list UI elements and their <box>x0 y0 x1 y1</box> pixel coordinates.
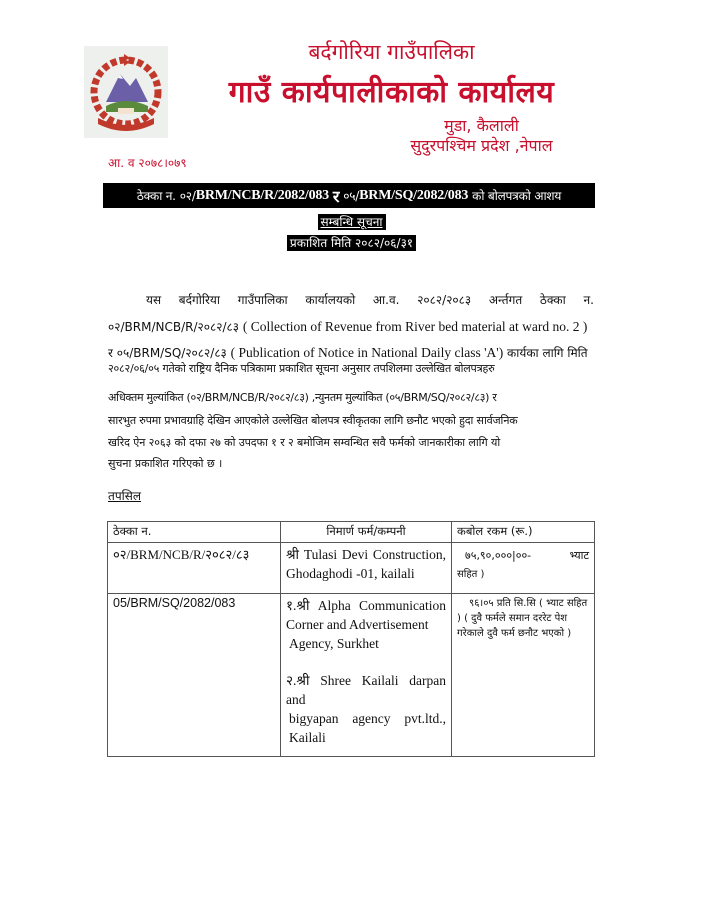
body-line-2 <box>108 318 594 335</box>
bid-amount: ९६।०५ प्रति सि.सि ( भ्याट सहित ) ( दुवै फर्मले समान दररेट पेश गरेकाले दुवै फर्म छनौट भएको ) <box>457 598 588 639</box>
firm-cell <box>281 594 452 757</box>
office-location: मुडा, कैलाली <box>444 116 519 135</box>
firm-cell <box>281 543 452 594</box>
amount-vat-suffix: सहित ) <box>457 569 485 580</box>
word: अर्न्तगत <box>488 293 523 307</box>
word: यस <box>146 293 162 307</box>
table-row <box>108 543 595 594</box>
municipality-name: बर्दगोरिया गाउँपालिका <box>308 40 475 64</box>
word: २०८२/२०८३ <box>417 293 472 307</box>
body-line-5: अधिक्तम मुल्यांकित (०२/BRM/NCB/R/२०८२/८३) ,न्युनतम मुल्यांकित (०५/BRM/SQ/२०८२/८३) र <box>108 391 497 404</box>
word: गाउँपालिका <box>237 293 288 307</box>
contract-no-cell <box>108 594 281 757</box>
firm-name-2: २.श्री Shree Kailali darpan and <box>286 673 446 707</box>
heading-prefix: ठेक्का न. <box>136 189 176 203</box>
table-header-row <box>108 522 595 543</box>
contract-desc-2: ( Publication of Notice in National Daily class 'A') <box>230 345 504 360</box>
header-firm: निमार्ण फर्म/कम्पनी <box>281 522 452 543</box>
bid-amount: ७५,९०,०००|००- <box>465 549 532 562</box>
contract-no: ०२/BRM/NCB/R/२०८२/८३ <box>113 547 250 562</box>
amount-cell <box>452 594 595 757</box>
body-line-3 <box>108 344 594 361</box>
word: कार्यालयको <box>305 293 356 307</box>
contract-no: 05/BRM/SQ/2082/083 <box>113 596 236 610</box>
schedule-table <box>107 521 595 757</box>
firm-name-2-location: bigyapan agency pvt.ltd., Kailali <box>289 711 446 745</box>
contract-desc-1: ( Collection of Revenue from River bed material at ward no. 2 ) <box>242 319 588 334</box>
body-line-7: खरिद ऐन २०६३ को दफा २७ को उपदफा १ र २ बमोजिम सम्वन्धित सवै फर्मको जानकारीका लागि यो <box>108 436 501 449</box>
contract-ref-1: ०२/BRM/NCB/R/२०८२/८३ <box>108 320 239 334</box>
header-bid-amount: कबोल रकम (रू.) <box>452 522 595 543</box>
fiscal-year: आ. व २०७८।०७९ <box>108 156 187 170</box>
amount-cell <box>452 543 595 594</box>
contract-ref-2: र ०५/BRM/SQ/२०८२/८३ <box>108 346 227 360</box>
word: ठेक्का <box>539 293 566 307</box>
published-date: प्रकाशित मिति २०८२/०६/३१ <box>287 235 416 251</box>
schedule-title: तपसिल <box>108 489 142 503</box>
word: आ.व. <box>372 293 400 307</box>
notice-subtitle-row <box>0 211 703 230</box>
heading-suffix: को बोलपत्रको आशय <box>472 189 562 203</box>
body-line-6: सारभुत रुपमा प्रभावग्राहि देखिन आएकोले उल्लेखित बोलपत्र स्वीकृतका लागि छनौट भएको हुदा सार्वजनिक <box>108 414 518 427</box>
heading-ref1-prefix: ०२/ <box>179 189 196 203</box>
vat-label: भ्याट <box>569 549 589 562</box>
heading-conjunction: र <box>332 186 340 206</box>
word: न. <box>583 293 594 307</box>
heading-ref2: BRM/SQ/2082/083 <box>359 187 469 203</box>
office-province: सुदुरपश्चिम प्रदेश ,नेपाल <box>410 136 553 155</box>
heading-ref2-prefix: ०५/ <box>343 189 360 203</box>
body-line-1 <box>108 291 594 308</box>
word: बर्दगोरिया <box>178 293 220 307</box>
office-name: गाउँ कार्यपालीकाको कार्यालय <box>228 75 555 110</box>
body-line-3-tail: कार्यका लागि मिति <box>507 346 588 360</box>
contract-no-cell <box>108 543 281 594</box>
notice-reference-heading <box>103 183 595 208</box>
header-contract-no: ठेक्का न. <box>108 522 281 543</box>
notice-subtitle: सम्बन्धि सूचना <box>318 214 386 230</box>
body-line-4: २०८२/०६/०५ गतेको राष्ट्रिय दैनिक पत्रिकामा प्रकाशित सूचना अनुसार तपशिलमा उल्लेखित बोलपत्रहरु <box>108 362 495 375</box>
table-row <box>108 594 595 757</box>
body-line-8: सुचना प्रकाशित गरिएको छ । <box>108 457 223 470</box>
published-date-row <box>0 232 703 251</box>
firm-name: श्री Tulasi Devi Construction, Ghodaghodi -01, kailali <box>286 547 446 581</box>
heading-ref1: BRM/NCB/R/2082/083 <box>195 187 329 203</box>
amount-line <box>457 545 589 563</box>
firm-name-1: १.श्री Alpha Communication Corner and Advertisement <box>286 598 446 632</box>
firm-name-1-location: Agency, Surkhet <box>289 636 379 651</box>
